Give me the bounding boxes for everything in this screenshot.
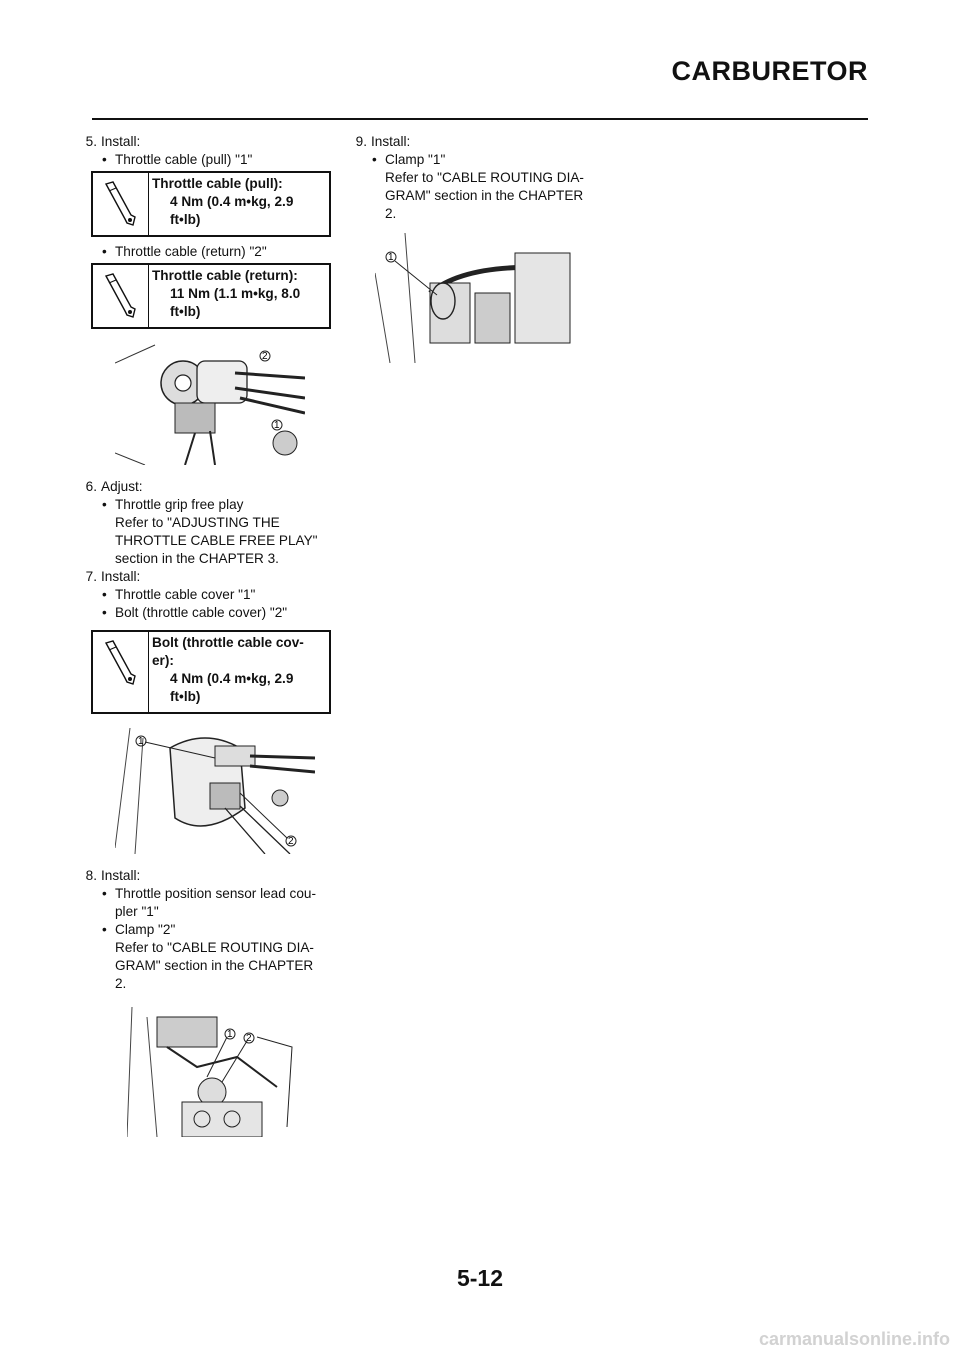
svg-text:2: 2 [262, 351, 268, 362]
bullet-throttle-cable-pull: • Throttle cable (pull) "1" [75, 151, 335, 169]
clamp-routing-illustration [375, 233, 580, 363]
svg-text:1: 1 [274, 420, 280, 431]
page-title: CARBURETOR [671, 56, 868, 86]
page-number: 5-12 [456, 1265, 504, 1291]
bullet-throttle-grip-free-play: • Throttle grip free play [75, 496, 335, 514]
bullet-clamp-1: • Clamp "1" [345, 151, 605, 169]
left-column: 5. Install: • Throttle cable (pull) "1" Throttle cable (pull): 4 Nm (0.4 m•kg, 2.9 ft•lb) • Throttle cable (return) "2" Throttle cable (return): 11 Nm (1.1 m•kg, 8.0 ft•lb) 2 1 6. Adjust: • Throttle grip free play Refer to "ADJUSTING THE THROTTLE CABLE FREE PLAY" section in the CHAPTER 3. 7. Install: • Throttle cable cover "1" • Bolt (throttle cable cover) "2" Bolt (throttle cable cov- er): 4 Nm (0.4 m•kg, 2.9 ft•lb) 1 2 8. Install: • Throttle position sensor lead cou- pler "1" • Clamp "2" Refer to "CABLE ROUTING DIA- GRAM" section in the CHAPTER 2. 1 2 [75, 133, 335, 1142]
tps-coupler-illustration [127, 1007, 297, 1137]
step-8: 8. Install: [85, 868, 141, 883]
svg-text:1: 1 [138, 736, 144, 747]
torque-spec-throttle-return: Throttle cable (return): 11 Nm (1.1 m•kg, 8.0 ft•lb) [91, 263, 331, 329]
step-9: 9. Install: [355, 134, 411, 149]
bullet-tps-lead-coupler: • Throttle position sensor lead cou- [75, 885, 335, 903]
torque-spec-bolt-cover: Bolt (throttle cable cov- er): 4 Nm (0.4 m•kg, 2.9 ft•lb) [91, 630, 331, 714]
step-5: 5. Install: [85, 134, 141, 149]
torque-spec-throttle-pull: Throttle cable (pull): 4 Nm (0.4 m•kg, 2.9 ft•lb) [91, 171, 331, 237]
svg-text:1: 1 [388, 252, 394, 263]
bullet-throttle-cable-return: • Throttle cable (return) "2" [75, 243, 335, 261]
bullet-clamp-2: • Clamp "2" [75, 921, 335, 939]
torque-wrench-icon [93, 265, 149, 327]
svg-text:2: 2 [288, 836, 294, 847]
torque-wrench-icon [93, 632, 149, 712]
svg-text:2: 2 [246, 1033, 252, 1044]
step-6: 6. Adjust: [85, 479, 143, 494]
throttle-cable-illustration [115, 343, 305, 465]
watermark: carmanualsonline.info [758, 1329, 950, 1349]
throttle-cable-cover-illustration [115, 728, 315, 854]
header-rule [92, 118, 868, 120]
right-column: 9. Install: • Clamp "1" Refer to "CABLE ROUTING DIA- GRAM" section in the CHAPTER 2. 1 [345, 133, 605, 368]
bullet-bolt-throttle-cable-cover: • Bolt (throttle cable cover) "2" [75, 604, 335, 622]
torque-wrench-icon [93, 173, 149, 235]
bullet-throttle-cable-cover: • Throttle cable cover "1" [75, 586, 335, 604]
svg-text:1: 1 [227, 1029, 233, 1040]
step-7: 7. Install: [85, 569, 141, 584]
